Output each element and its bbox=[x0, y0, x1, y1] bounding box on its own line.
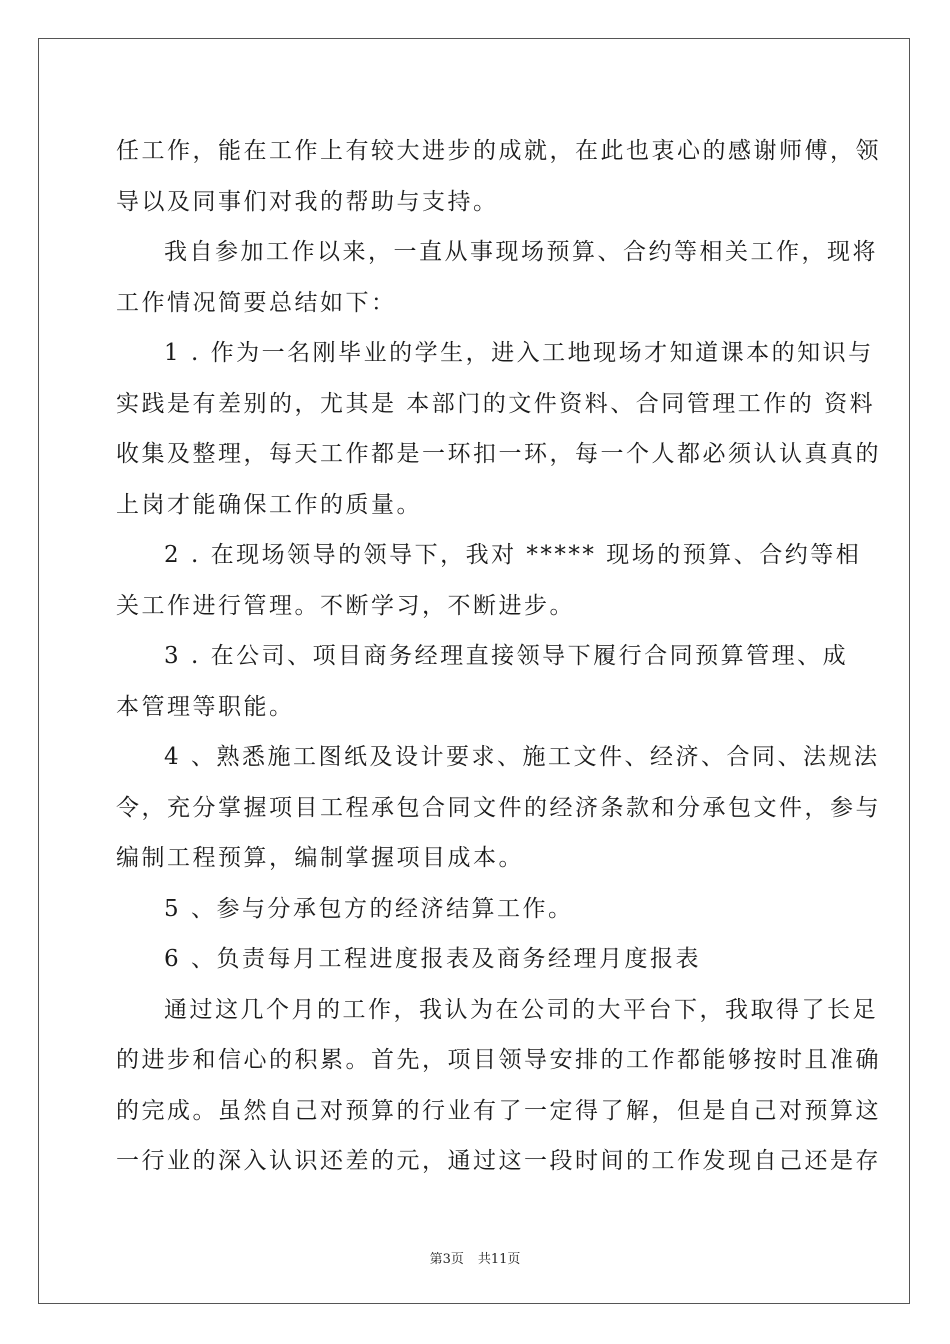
text-line: 3 . 在公司、项目商务经理直接领导下履行合同预算管理、成 bbox=[164, 643, 849, 669]
text-line: 2 . 在现场领导的领导下，我对 ***** 现场的预算、合约等相 bbox=[164, 542, 862, 568]
page-number: 第3页 bbox=[429, 1252, 464, 1267]
text-line: 我自参加工作以来，一直从事现场预算、合约等相关工作，现将 bbox=[164, 239, 878, 265]
text-line: 工作情况简要总结如下： bbox=[116, 289, 397, 316]
text-line: 令，充分掌握项目工程承包合同文件的经济条款和分承包文件，参与 bbox=[116, 794, 881, 821]
text-line: 收集及整理，每天工作都是一环扣一环，每一个人都必须认认真真的 bbox=[116, 441, 881, 467]
text-line: 本管理等职能。 bbox=[116, 693, 295, 720]
text-line: 一行业的深入认识还差的元，通过这一段时间的工作发现自己还是存 bbox=[116, 1148, 881, 1174]
text-line: 4 、熟悉施工图纸及设计要求、施工文件、经济、合同、法规法 bbox=[164, 744, 880, 770]
text-line: 5 、参与分承包方的经济结算工作。 bbox=[164, 895, 574, 922]
text-line: 任工作，能在工作上有较大进步的成就，在此也衷心的感谢师傅，领 bbox=[116, 138, 881, 164]
text-line: 导以及同事们对我的帮助与支持。 bbox=[116, 188, 499, 215]
text-line: 的进步和信心的积累。首先，项目领导安排的工作都能够按时且准确 bbox=[116, 1047, 881, 1073]
page-total: 共11页 bbox=[477, 1252, 521, 1267]
page-footer bbox=[0, 1248, 950, 1267]
text-line: 上岗才能确保工作的质量。 bbox=[116, 491, 422, 518]
document-body bbox=[116, 126, 881, 1187]
text-line: 的完成。虽然自己对预算的行业有了一定得了解，但是自己对预算这 bbox=[116, 1097, 881, 1124]
text-line: 实践是有差别的，尤其是 本部门的文件资料、合同管理工作的 资料 bbox=[116, 390, 876, 417]
text-line: 1 . 作为一名刚毕业的学生，进入工地现场才知道课本的知识与 bbox=[164, 340, 874, 366]
text-line: 关工作进行管理。不断学习，不断进步。 bbox=[116, 592, 575, 619]
text-line: 通过这几个月的工作，我认为在公司的大平台下，我取得了长足 bbox=[164, 996, 878, 1023]
text-line: 编制工程预算，编制掌握项目成本。 bbox=[116, 845, 524, 871]
text-line: 6 、负责每月工程进度报表及商务经理月度报表 bbox=[164, 946, 701, 972]
